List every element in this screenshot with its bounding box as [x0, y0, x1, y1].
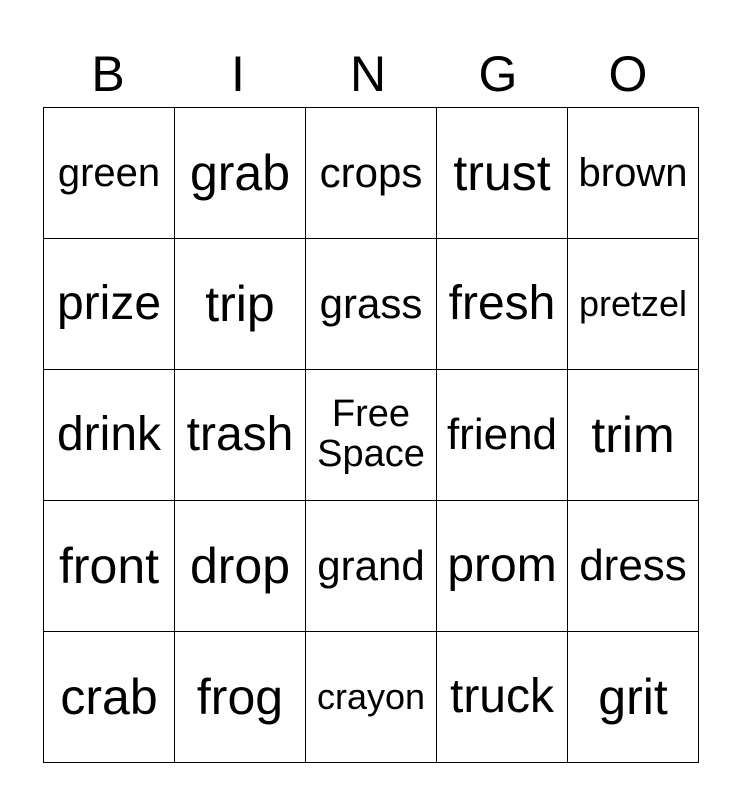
bingo-cell: friend	[437, 370, 568, 501]
bingo-cell: trash	[175, 370, 306, 501]
bingo-cell: frog	[175, 632, 306, 763]
bingo-cell: pretzel	[568, 239, 699, 370]
bingo-row	[44, 501, 699, 632]
bingo-cell: prize	[44, 239, 175, 370]
header-letter-b: B	[91, 46, 125, 102]
bingo-row	[44, 239, 699, 370]
bingo-cell: green	[44, 108, 175, 239]
bingo-row	[44, 632, 699, 763]
bingo-row	[44, 108, 699, 239]
bingo-cell: drop	[175, 501, 306, 632]
header-letter-n: N	[349, 46, 387, 102]
bingo-cell: prom	[437, 501, 568, 632]
header-letter-o: O	[608, 46, 648, 102]
bingo-cell: dress	[568, 501, 699, 632]
header-letter-g: G	[478, 46, 518, 102]
bingo-cell: drink	[44, 370, 175, 501]
bingo-cell: truck	[437, 632, 568, 763]
bingo-cell: grand	[306, 501, 437, 632]
bingo-row	[44, 370, 699, 501]
bingo-grid	[43, 107, 699, 763]
bingo-cell: crops	[306, 108, 437, 239]
bingo-cell: crab	[44, 632, 175, 763]
bingo-header	[43, 42, 693, 106]
bingo-cell: trust	[437, 108, 568, 239]
bingo-cell: grass	[306, 239, 437, 370]
bingo-cell: fresh	[437, 239, 568, 370]
bingo-cell: crayon	[306, 632, 437, 763]
bingo-cell: grab	[175, 108, 306, 239]
bingo-cell: front	[44, 501, 175, 632]
bingo-cell: grit	[568, 632, 699, 763]
free-space-cell: Free Space	[306, 370, 437, 501]
header-letter-i: I	[231, 46, 245, 102]
bingo-cell: trip	[175, 239, 306, 370]
bingo-cell: trim	[568, 370, 699, 501]
bingo-cell: brown	[568, 108, 699, 239]
